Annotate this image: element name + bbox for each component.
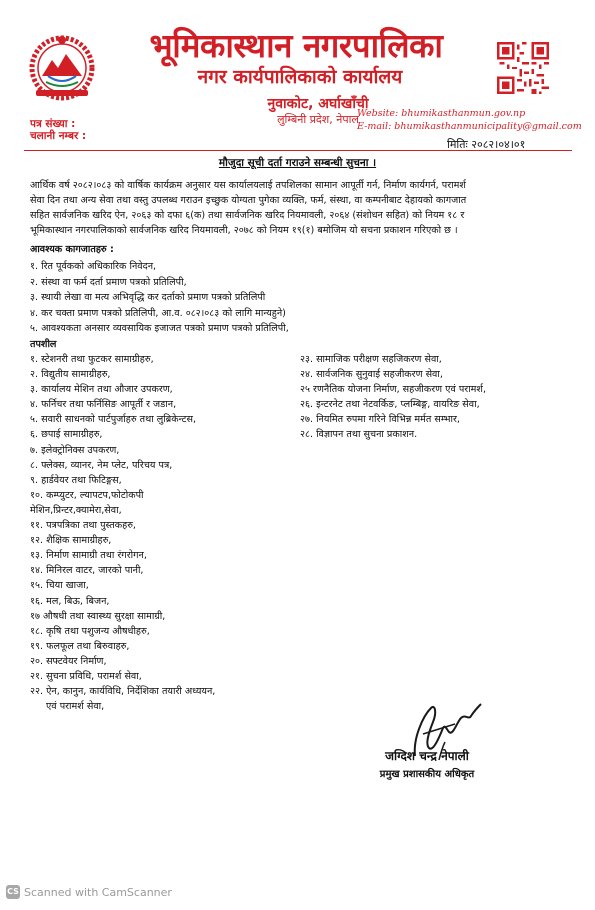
list-item: ९. हार्डवेयर तथा फिटिङ्गस, — [30, 474, 122, 486]
list-item: १५. चिया खाजा, — [30, 580, 89, 592]
list-item: २०. सफ्टवेयर निर्माण, — [30, 655, 107, 667]
list-item: २१. सुचना प्रविधि, परामर्श सेवा, — [30, 670, 142, 682]
list-item: ५. आवश्यकता अनसार व्यवसायिक इजाजत पत्रको प्रमाण पत्रको प्रतिलिपी, — [30, 323, 289, 334]
date-text: मितिः २०८२।०४।०१ — [447, 138, 526, 151]
paragraph-line: भूमिकास्थान नगरपालिकाको सार्वजनिक खरिद नियमावली, २०७८ को नियम १९(१) बमोजिम यो सचना प्रकाशन गरिएको छ । — [30, 225, 458, 236]
list-item: १. रित पूर्वकको अधिकारिक निवेदन, — [30, 261, 157, 272]
signatory-name: जग्दिश चन्द्र नेपाली — [385, 749, 469, 763]
list-item: १३. निर्माण सामाग्री तथा रंगरोगन, — [30, 550, 147, 562]
list-item: ७. इलेक्ट्रोनिक्स उपकरण, — [30, 444, 120, 456]
list-item: ८. फ्लेक्स, व्यानर, नेम प्लेट, परिचय पत्र, — [30, 459, 173, 471]
list-item: ४. कर चक्ता प्रमाण पत्रको प्रतिलिपी, आ.व. ०८२।०८३ को लागि मान्यहुने) — [30, 307, 286, 319]
required-documents-heading: आवश्यक कागजातहरु : — [30, 244, 114, 255]
nepal-emblem-icon — [26, 30, 98, 102]
scanner-watermark: Scanned with CamScanner — [24, 886, 172, 899]
notice-title — [0, 156, 595, 170]
list-item: एवं परामर्श सेवा, — [46, 701, 105, 713]
list-item: ५. सवारी साधनको पार्टपुर्जाहरु तथा लुब्रिकेन्टस, — [30, 414, 197, 426]
header-divider — [24, 150, 572, 151]
website-text: Website: bhumikasthanmun.gov.np — [357, 108, 526, 119]
list-item: १७ औषधी तथा स्वास्थ्य सुरक्षा सामाग्री, — [30, 610, 166, 622]
list-item: १६. मल, बिऊ, बिजन, — [30, 595, 110, 607]
list-item: २२. ऐन, कानुन, कार्यविधि, निर्देशिका तयारी अध्ययन, — [30, 686, 216, 698]
dispatch-number-label: चलानी नम्बर : — [30, 130, 87, 142]
paragraph-line: सहित सार्वजनिक खरिद ऐन, २०६३ को दफा ६(क) तथा सार्वजनिक खरिद नियमावली, २०६४ (संशोधन सहित) को नियम १८ र — [30, 210, 465, 221]
paragraph-line: सेवा दिन तथा अन्य सेवा तथा वस्तु उपलब्ध गराउन इच्छुक योग्यता पुगेका व्यक्ति, फर्म, संस्था, वा कम्पनीबाट देहायको कागजात — [30, 195, 467, 206]
list-item: ३. कार्यालय मेशिन तथा औजार उपकरण, — [30, 384, 173, 396]
list-item: १८. कृषि तथा पशुजन्य औषधीहरु, — [30, 625, 150, 637]
list-item: १२. शैक्षिक सामाग्रीहरु, — [30, 535, 112, 547]
list-item: १. स्टेशनरी तथा फुटकर सामाग्रीहरु, — [30, 354, 154, 365]
items-list-left — [30, 352, 290, 714]
list-item: ३. स्थायी लेखा वा मत्य अभिवृद्धि कर दर्ताको प्रमाण पत्रको प्रतिलिपी — [30, 292, 266, 303]
items-list-right — [300, 352, 580, 443]
notice-title-text: मौजुदा सूची दर्ता गराउने सम्बन्धी सुचना । — [218, 157, 377, 169]
reference-number-label: पत्र संख्या : — [30, 118, 76, 130]
list-item: २६. इन्टरनेट तथा नेटवर्किङ, प्लम्बिङ्ग, वायरिङ सेवा, — [300, 399, 480, 411]
camscanner-logo-icon: CS — [6, 885, 20, 899]
list-item: १९. फलफूल तथा बिरुवाहरु, — [30, 640, 130, 652]
address-line-2: लुम्बिनी प्रदेश, नेपाल — [277, 113, 359, 126]
address-line-1: नुवाकोट, अर्घाखाँची — [267, 96, 369, 112]
list-item: १४. मिनिरल वाटर, जारको पानी, — [30, 565, 144, 577]
list-item: २. संस्था वा फर्म दर्ता प्रमाण पत्रको प्रतिलिपी, — [30, 276, 187, 288]
details-heading: तपशील — [30, 339, 57, 350]
list-item: २३. सामाजिक परीक्षण सहजिकरण सेवा, — [300, 354, 442, 365]
office-subtitle: नगर कार्यपालिकाको कार्यालय — [197, 66, 403, 88]
list-item: २. विद्युतीय सामाग्रीहरु, — [30, 369, 111, 381]
list-item: २४. सार्वजनिक सुनुवाई सहजीकरण सेवा, — [300, 369, 443, 381]
qr-code-icon — [497, 42, 549, 94]
list-item: २५ रणनैतिक योजना निर्माण, सहजीकरण एवं परामर्श, — [300, 384, 486, 396]
list-item: ४. फर्निचर तथा फर्निसिङ आपूर्ती र जडान, — [30, 399, 177, 411]
paragraph-line: आर्थिक वर्ष २०८२।०८३ को वार्षिक कार्यक्रम अनुसार यस कार्यालयलाई तपशिलका सामान आपूर्ती गर्न, निर्माण कार्यगर्न, परामर्श — [30, 180, 466, 191]
notice-paragraph — [30, 178, 572, 238]
list-item: १०. कम्प्युटर, ल्यापटप,फोटोकपी — [30, 489, 144, 501]
list-item: ६. छपाई सामाग्रीहरु, — [30, 429, 103, 441]
office-name: भूमिकास्थान नगरपालिका — [149, 26, 443, 65]
signatory-title: प्रमुख प्रशासकीय अधिकृत — [379, 769, 475, 780]
email-text: E-mail: bhumikasthanmunicipality@gmail.com — [357, 121, 582, 132]
list-item: २८. विज्ञापन तथा सुचना प्रकाशन. — [300, 429, 418, 441]
list-item: २७. नियमित रुपमा गरिने विभिन्न मर्मत सम्भार, — [300, 414, 460, 426]
list-item: मेशिन,प्रिन्टर,क्यामेरा,सेवा, — [30, 504, 122, 516]
required-documents-list — [30, 259, 550, 337]
list-item: ११. पत्रपत्रिका तथा पुस्तकहरु, — [30, 520, 136, 532]
